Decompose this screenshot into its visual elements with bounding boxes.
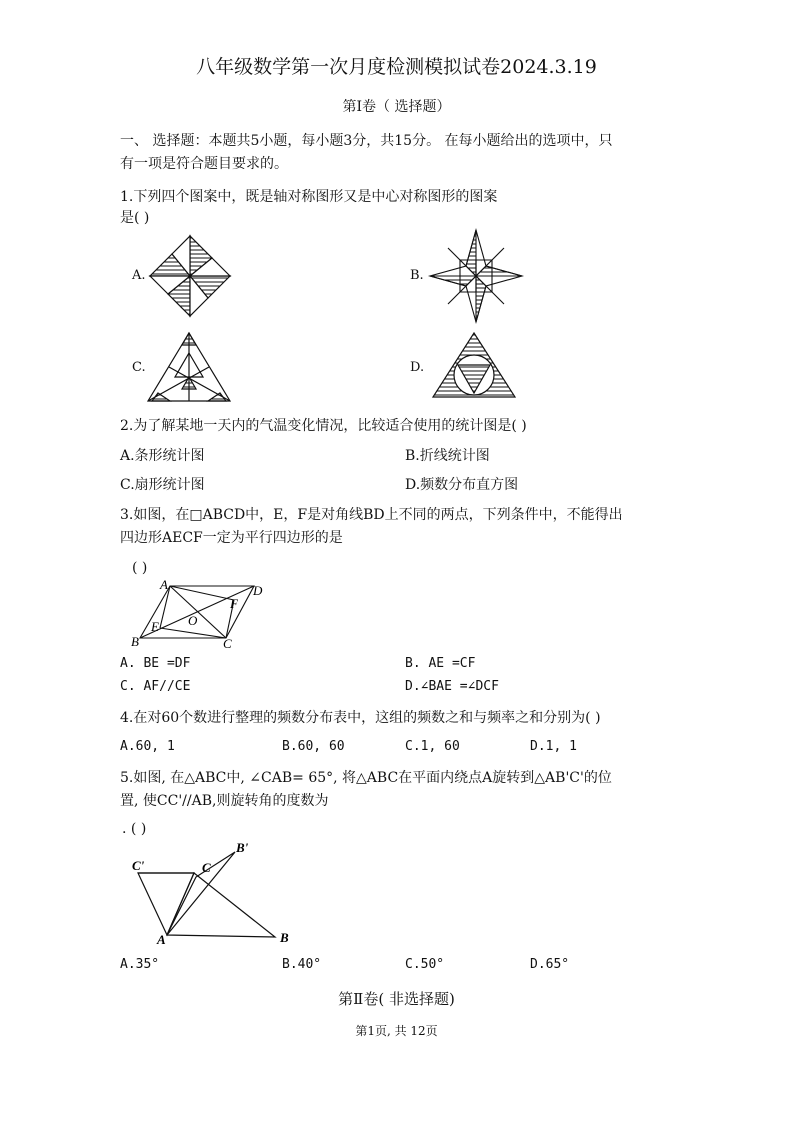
q3-option-a: A. BE =DF	[120, 656, 191, 671]
q5-label-a: A	[157, 932, 166, 947]
q4-option-a: A.60, 1	[120, 739, 175, 754]
q1-figure-d-triangle-circle	[433, 333, 515, 399]
q2-option-d: D.频数分布直方图	[405, 477, 519, 493]
q1-label-c: C.	[132, 360, 146, 375]
q3-label-o: O	[188, 613, 198, 628]
q5-label-b-prime: B'	[236, 840, 249, 855]
q1-figure-a-pinwheel	[150, 236, 230, 316]
q1-stem-line1: 1.下列四个图案中，既是轴对称图形又是中心对称图形的图案	[120, 189, 498, 205]
q5-option-d: D.65°	[530, 957, 570, 972]
section1-intro-line1: 一、 选择题：本题共5小题，每小题3分，共15分。 在每小题给出的选项中，只	[120, 133, 613, 149]
q3-option-d: D.∠BAE =∠DCF	[405, 679, 499, 694]
q3-label-f: F	[230, 596, 238, 611]
q1-figure-c-triangle	[148, 333, 230, 403]
q1-stem-line2: 是( )	[120, 210, 150, 226]
q2-option-b: B.折线统计图	[405, 448, 490, 464]
q3-option-b: B. AE =CF	[405, 656, 476, 671]
q1-label-b: B.	[410, 268, 424, 283]
q5-option-c: C.50°	[405, 957, 445, 972]
q4-option-b: B.60, 60	[282, 739, 345, 754]
q3-label-d: D	[253, 583, 263, 598]
q3-label-c: C	[223, 636, 232, 651]
q5-figure-rotation	[130, 840, 295, 948]
q5-stem-line1: 5.如图, 在△ABC中, ∠CAB= 65°, 将△ABC在平面内绕点A旋转到△AB'C'的位	[120, 770, 612, 786]
q4-option-c: C.1, 60	[405, 739, 460, 754]
q5-label-c-prime: C'	[132, 858, 145, 873]
q5-stem-line3: . ( )	[122, 821, 147, 837]
page-title: 八年级数学第一次月度检测模拟试卷2024.3.19	[196, 56, 597, 78]
q3-figure-parallelogram	[128, 578, 273, 650]
q4-option-d: D.1, 1	[530, 739, 577, 754]
q3-stem-line2: 四边形AECF一定为平行四边形的是	[120, 530, 343, 546]
q1-label-d: D.	[410, 360, 425, 375]
q3-option-c: C. AF//CE	[120, 679, 191, 694]
section1-intro-line2: 有一项是符合题目要求的。	[120, 156, 288, 172]
q3-stem-line3: ( )	[132, 560, 148, 576]
q1-figure-b-star	[430, 230, 522, 322]
q5-option-a: A.35°	[120, 957, 160, 972]
q2-option-a: A.条形统计图	[120, 448, 205, 464]
q1-label-a: A.	[132, 268, 146, 283]
part1-heading: 第Ⅰ卷（ 选择题）	[342, 99, 451, 115]
q3-stem-line1: 3.如图，在□ABCD中，E，F是对角线BD上不同的两点，下列条件中，不能得出	[120, 507, 623, 523]
page-footer: 第1页, 共 12页	[355, 1024, 438, 1038]
q5-stem-line2: 置, 使CC'//AB,则旋转角的度数为	[120, 793, 329, 809]
q2-option-c: C.扇形统计图	[120, 477, 205, 493]
q3-label-a: A	[160, 577, 168, 592]
part2-heading: 第Ⅱ卷( 非选择题)	[338, 990, 455, 1008]
q5-label-b: B	[280, 930, 289, 945]
q3-label-e: E	[151, 619, 159, 634]
q5-option-b: B.40°	[282, 957, 322, 972]
q2-stem: 2.为了解某地一天内的气温变化情况，比较适合使用的统计图是( )	[120, 418, 527, 434]
q4-stem: 4.在对60个数进行整理的频数分布表中，这组的频数之和与频率之和分别为( )	[120, 710, 601, 726]
q5-label-c: C	[202, 860, 211, 875]
q3-label-b: B	[131, 634, 139, 649]
